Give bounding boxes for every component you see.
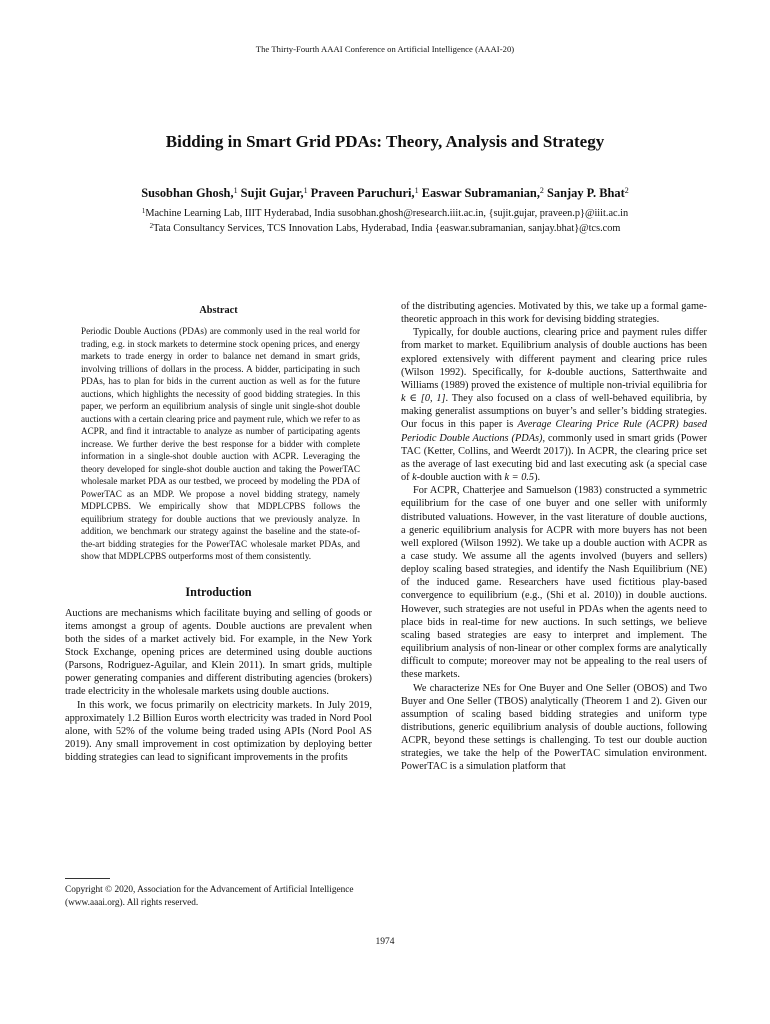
text-run: , commonly used in smart grids (Power TAC (Ketter, Collins, and Weerdt 2017)). In ACPR, the clearing price set as the average of last executing bid and last executing ask (a special case of	[401, 432, 707, 484]
author-affil-mark: 1	[233, 186, 238, 195]
copyright-footnote	[65, 884, 372, 909]
author-affil-mark: 1	[303, 186, 308, 195]
math-k-value: k = 0.5	[504, 472, 535, 484]
author-list	[0, 186, 770, 201]
introduction-heading: Introduction	[185, 584, 252, 599]
intro-paragraph-2: In this work, we focus primarily on electricity markets. In July 2019, approximately 1.2 Billion Euros worth electricity was traded in Nord Pool alone, with 52% of the volume being traded using APIs (Nord Pool AS 2019). Any small improvement in cost optimization by deploying better bidding strategies can lead to significant improvements in the profits	[65, 699, 372, 764]
author-affil-mark: 2	[539, 186, 544, 195]
affiliation-2	[0, 222, 770, 234]
affiliation-mark: 2	[149, 222, 154, 230]
copyright-prefix: Copyright	[65, 885, 103, 895]
affiliation-1	[0, 207, 770, 219]
right-paragraph-1: of the distributing agencies. Motivated by this, we take up a formal game-theoretic approach in this work for devising bidding strategies.	[401, 301, 707, 326]
footnote-rule	[65, 878, 110, 879]
intro-paragraph-1: Auctions are mechanisms which facilitate buying and selling of goods or items amongst a group of agents. Double auctions are prevalent when both the sides of a market actively bid. For example, in the New York Stock Exchange, opening prices are determined using double auctions (Parsons, Rodriguez-Aguilar, and Klein 2011). In smart grids, multiple power generating companies and different distributing agencies (brokers) trade electricity in the wholesale markets using double auctions.	[65, 607, 372, 698]
text-run: ).	[534, 472, 541, 484]
author-affil-mark: 1	[414, 186, 419, 195]
paper-title: Bidding in Smart Grid PDAs: Theory, Analysis and Strategy	[165, 132, 605, 151]
copyright-icon: ©	[105, 885, 113, 895]
text-run: . They also focused on a class of well-behaved equilibria, by making generalist assumptions on buyer’s and seller’s bidding strategies. Our focus in this paper is	[401, 393, 707, 431]
right-paragraph-3: For ACPR, Chatterjee and Samuelson (1983) constructed a symmetric equilibrium for the case of one buyer and one seller with uniformly distributed valuations. However, in the vast literature of double auctions, a generic equilibrium analysis for ACPR with more buyers has not been well explored (Wilson 1992). We take up a double auction with ACPR as a case study. We assume all the agents involved (buyers and sellers) deploy scaling based strategies, and identify the Nash Equilibrium (NE) of the induced game. Researchers have used fictitious play-based convergence to equilibrium (e.g., (Shi et al. 2010)) in double auctions. However, such strategies are not useful in PDAs when the agents need to place bids in real-time for new auctions. In such settings, we believe scaling based strategies are easy to interpret and implement. The equilibrium analysis of non-linear or other complex forms are analytically difficult to compute; moreover may not be appealing to the real users of these markets.	[401, 485, 707, 681]
copyright-text: 2020, Association for the Advancement of Artificial Intelligence (www.aaai.org). All rights reserved.	[65, 885, 354, 908]
text-run: -double auctions, Satterthwaite and Williams (1989) proved the existence of multiple non-trivial equilibria for	[401, 366, 707, 391]
abstract-text: Periodic Double Auctions (PDAs) are commonly used in the real world for trading, e.g. in stock markets to determine stock opening prices, and energy markets to trade energy in order to balance net demand in smart grids, involving trillions of dollars in the process. A bidder, participating in such PDAs, has to plan for bids in the current auction as well as for the future auctions, which highlights the necessity of good bidding strategies. In this paper, we perform an equilibrium analysis of single unit single-shot double auctions with a certain clearing price and payment rule, which we refer to as ACPR, and find it intractable to analyze as number of participating agents increase. We further derive the best response for a bidder with complete information in a single-shot double auction with ACPR. Leveraging the theory developed for single-shot double auction and taking the PowerTAC wholesale market PDA as our testbed, we proceed by modeling the PDA of PowerTAC as an MDP. We propose a novel bidding strategy, namely MDPLCPBS. We empirically show that MDPLCPBS follows the equilibrium strategy for double auctions that we previously analyze. In addition, we benchmark our strategy against the baseline and the state-of-the-art bidding strategies for the PowerTAC wholesale market PDAs, and show that MDPLCPBS outperforms most of them consistently.	[81, 326, 360, 561]
page-number: 1974	[375, 937, 395, 947]
affiliation-text: Tata Consultancy Services, TCS Innovation Labs, Hyderabad, India {easwar.subramanian, sanjay.bhat}@tcs.com	[153, 223, 621, 234]
right-paragraph-2	[401, 326, 707, 484]
right-paragraph-4: We characterize NEs for One Buyer and One Seller (OBOS) and Two Buyer and One Seller (TBOS) analytically (Theorem 1 and 2). Given our assumption of scaling based bidding strategies and uniform type distributions, generic equilibrium analysis of double auctions, following ACPR, beyond these settings is challenging. To test our double auction strategies, we take the help of the PowerTAC simulation environment. PowerTAC is a simulation platform that	[401, 682, 707, 773]
author-name: Praveen Paruchuri,	[310, 186, 415, 200]
left-column	[65, 300, 372, 764]
author-name: Sanjay P. Bhat	[547, 186, 625, 200]
math-k: k	[412, 472, 417, 484]
right-column	[401, 300, 707, 774]
math-k: k	[547, 366, 552, 378]
affiliation-text: Machine Learning Lab, IIIT Hyderabad, India susobhan.ghosh@research.iiit.ac.in, {sujit.gujar, praveen.p}@iiit.ac.in	[145, 208, 629, 219]
author-name: Susobhan Ghosh,	[141, 186, 234, 200]
author-name: Sujit Gujar,	[240, 186, 304, 200]
text-run: -double auction with	[416, 472, 505, 484]
author-name: Easwar Subramanian,	[421, 186, 540, 200]
affiliation-mark: 1	[141, 207, 146, 215]
author-affil-mark: 2	[624, 186, 629, 195]
math-k-range: k ∈ [0, 1]	[401, 393, 446, 405]
conference-header: The Thirty-Fourth AAAI Conference on Artificial Intelligence (AAAI-20)	[255, 44, 515, 54]
emphasis-acpr: Average Clearing Price Rule (ACPR) based Periodic Double Auctions (PDAs)	[401, 419, 707, 444]
abstract-heading: Abstract	[199, 305, 238, 316]
text-run: Typically, for double auctions, clearing price and payment rules differ from market to market. Equilibrium analysis of double auctions has been explored extensively with different payment and clearing price rules (Wilson 1992). Specifically, for	[401, 327, 707, 378]
